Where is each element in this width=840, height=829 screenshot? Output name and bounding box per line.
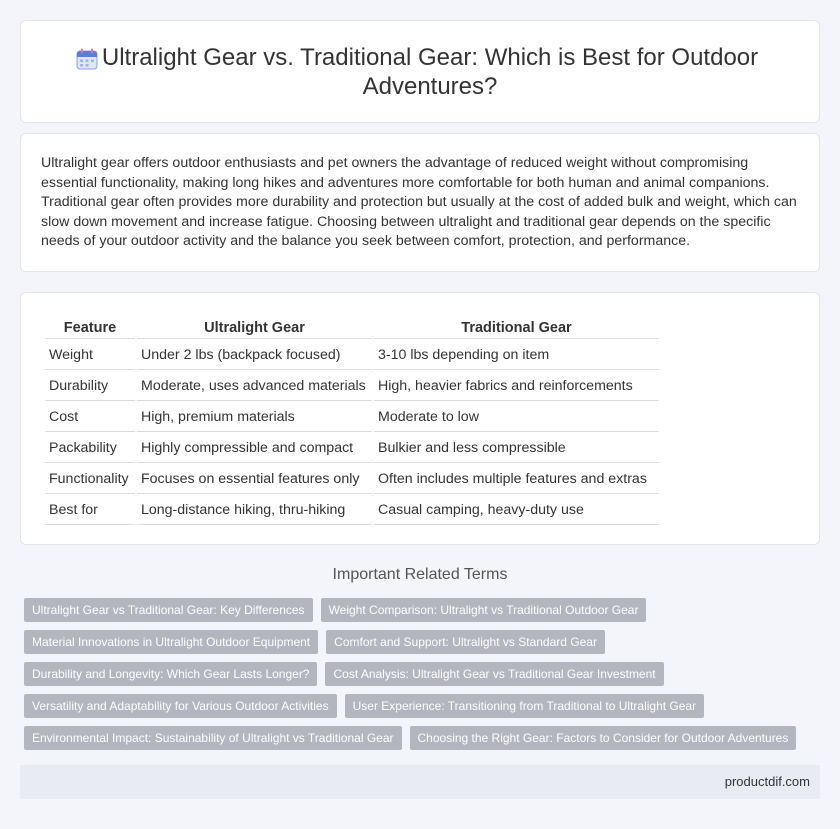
table-row: [45, 496, 659, 525]
table-cell: Durability: [45, 372, 135, 401]
related-term-tag[interactable]: Material Innovations in Ultralight Outdoor Equipment: [24, 630, 318, 654]
related-terms-list: [24, 598, 814, 750]
table-cell: Long-distance hiking, thru-hiking: [137, 496, 372, 525]
related-term-tag[interactable]: Environmental Impact: Sustainability of Ultralight vs Traditional Gear: [24, 726, 402, 750]
footer-brand-link[interactable]: productdif.com: [724, 774, 810, 789]
table-cell: Best for: [45, 496, 135, 525]
page-title: Ultralight Gear vs. Traditional Gear: Which is Best for Outdoor Adventures?: [101, 44, 759, 100]
table-cell: Bulkier and less compressible: [374, 434, 659, 463]
table-row: [45, 403, 659, 432]
table-cell: Highly compressible and compact: [137, 434, 372, 463]
related-term-tag[interactable]: Choosing the Right Gear: Factors to Consider for Outdoor Adventures: [410, 726, 797, 750]
comparison-table: [43, 316, 661, 527]
table-row: [45, 434, 659, 463]
table-header-row: [45, 318, 659, 339]
related-terms-heading: Important Related Terms: [332, 566, 508, 583]
table-cell: Casual camping, heavy-duty use: [374, 496, 659, 525]
intro-paragraph: Ultralight gear offers outdoor enthusiasts and pet owners the advantage of reduced weight without compromising essential functionality, making long hikes and adventures more comfortable for both human and animal companions. Traditional gear often provides more durability and protection but usually at the cost of added bulk and weight, which can slow down movement and increase fatigue. Choosing between ultralight and traditional gear depends on the specific needs of your outdoor activity and the balance you seek between comfort, protection, and performance.: [41, 155, 797, 249]
table-row: [45, 372, 659, 401]
related-term-tag[interactable]: Cost Analysis: Ultralight Gear vs Traditional Gear Investment: [325, 662, 663, 686]
table-cell: Weight: [45, 341, 135, 370]
table-cell: Packability: [45, 434, 135, 463]
table-cell: Often includes multiple features and extras: [374, 465, 659, 494]
related-term-tag[interactable]: User Experience: Transitioning from Traditional to Ultralight Gear: [345, 694, 704, 718]
table-cell: Moderate, uses advanced materials: [137, 372, 372, 401]
related-term-tag[interactable]: Weight Comparison: Ultralight vs Traditional Outdoor Gear: [321, 598, 647, 622]
intro-card: [20, 133, 820, 272]
table-cell: High, premium materials: [137, 403, 372, 432]
header-card: [20, 20, 820, 123]
related-term-tag[interactable]: Comfort and Support: Ultralight vs Standard Gear: [326, 630, 605, 654]
column-header-traditional: Traditional Gear: [374, 318, 659, 339]
column-header-feature: Feature: [45, 318, 135, 339]
table-row: [45, 465, 659, 494]
related-term-tag[interactable]: Durability and Longevity: Which Gear Lasts Longer?: [24, 662, 317, 686]
table-cell: Functionality: [45, 465, 135, 494]
comparison-card: [20, 292, 820, 545]
table-cell: Cost: [45, 403, 135, 432]
table-cell: Focuses on essential features only: [137, 465, 372, 494]
table-cell: Under 2 lbs (backpack focused): [137, 341, 372, 370]
column-header-ultralight: Ultralight Gear: [137, 318, 372, 339]
footer: [20, 765, 820, 799]
table-row: [45, 341, 659, 370]
related-term-tag[interactable]: Ultralight Gear vs Traditional Gear: Key Differences: [24, 598, 313, 622]
table-cell: 3-10 lbs depending on item: [374, 341, 659, 370]
related-term-tag[interactable]: Versatility and Adaptability for Various Outdoor Activities: [24, 694, 337, 718]
table-cell: Moderate to low: [374, 403, 659, 432]
table-cell: High, heavier fabrics and reinforcements: [374, 372, 659, 401]
